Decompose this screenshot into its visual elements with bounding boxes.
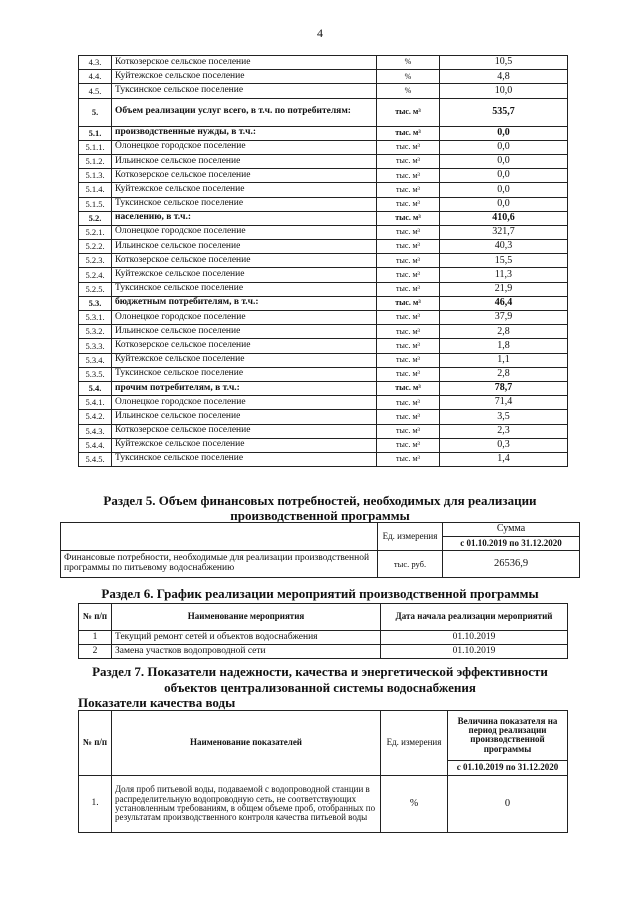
row-name: Ильинское сельское поселение — [112, 154, 377, 168]
row-name: прочим потребителям, в т.ч.: — [112, 381, 377, 395]
volume-table-row — [79, 254, 568, 268]
volume-table — [78, 55, 568, 467]
row-name: Куйтежское сельское поселение — [112, 70, 377, 84]
row-num: 5.2.1. — [79, 225, 112, 239]
qual-header-value: Величина показателя на период реализации производственной программы — [448, 711, 568, 761]
row-num: 5.3.1. — [79, 311, 112, 325]
volume-table-row — [79, 282, 568, 296]
row-unit: тыс. м³ — [377, 126, 440, 140]
row-value: 410,6 — [440, 211, 568, 225]
row-name: Олонецкое городское поселение — [112, 396, 377, 410]
row-value: 0,0 — [440, 126, 568, 140]
row-unit: тыс. м³ — [377, 183, 440, 197]
row-name: Коткозерское сельское поселение — [112, 424, 377, 438]
row-unit: тыс. м³ — [377, 438, 440, 452]
row-name: Олонецкое городское поселение — [112, 225, 377, 239]
section6-title: Раздел 6. График реализации мероприятий производственной программы — [101, 586, 539, 601]
row-value: 0,0 — [440, 169, 568, 183]
row-num: 5.1.2. — [79, 154, 112, 168]
row-unit: % — [377, 70, 440, 84]
sched-row-name: Замена участков водопроводной сети — [112, 645, 381, 659]
row-unit: тыс. м³ — [377, 396, 440, 410]
row-name: Ильинское сельское поселение — [112, 325, 377, 339]
row-unit: тыс. м³ — [377, 98, 440, 126]
volume-table-row — [79, 396, 568, 410]
volume-table-row — [79, 311, 568, 325]
row-unit: тыс. м³ — [377, 339, 440, 353]
row-name: Олонецкое городское поселение — [112, 311, 377, 325]
volume-table-row — [79, 424, 568, 438]
volume-table-row — [79, 438, 568, 452]
row-value: 1,4 — [440, 452, 568, 466]
row-unit: тыс. м³ — [377, 225, 440, 239]
sched-header-name: Наименование мероприятия — [112, 604, 381, 631]
row-unit: тыс. м³ — [377, 282, 440, 296]
row-num: 5.2.5. — [79, 282, 112, 296]
row-num: 5.3.3. — [79, 339, 112, 353]
row-value: 2,8 — [440, 367, 568, 381]
section5-title-line1: Раздел 5. Объем финансовых потребностей, необходимых для реализации — [103, 493, 537, 508]
row-value: 3,5 — [440, 410, 568, 424]
row-name: Куйтежское сельское поселение — [112, 438, 377, 452]
row-num: 5.2.4. — [79, 268, 112, 282]
row-value: 71,4 — [440, 396, 568, 410]
volume-table-row — [79, 183, 568, 197]
row-num: 5.4.1. — [79, 396, 112, 410]
row-num: 4.5. — [79, 84, 112, 98]
volume-table-row — [79, 70, 568, 84]
row-name: Туксинское сельское поселение — [112, 367, 377, 381]
row-num: 5.2.3. — [79, 254, 112, 268]
sched-row-date: 01.10.2019 — [381, 631, 568, 645]
section7-title-line1: Раздел 7. Показатели надежности, качества и энергетической эффективности — [92, 664, 548, 679]
row-value: 2,3 — [440, 424, 568, 438]
section7-subtitle: Показатели качества воды — [78, 695, 236, 710]
row-value: 40,3 — [440, 240, 568, 254]
row-num: 5.3. — [79, 296, 112, 310]
volume-table-row — [79, 84, 568, 98]
volume-table-row — [79, 381, 568, 395]
row-unit: тыс. м³ — [377, 169, 440, 183]
row-num: 4.3. — [79, 56, 112, 70]
row-unit: тыс. м³ — [377, 325, 440, 339]
fin-header-sum: Сумма — [443, 523, 580, 537]
row-unit: тыс. м³ — [377, 154, 440, 168]
sched-row-date: 01.10.2019 — [381, 645, 568, 659]
volume-table-row — [79, 268, 568, 282]
page-number: 4 — [317, 26, 323, 40]
row-num: 5.4.2. — [79, 410, 112, 424]
fin-header-unit: Ед. измерения — [378, 523, 443, 551]
volume-table-row — [79, 452, 568, 466]
row-num: 5. — [79, 98, 112, 126]
row-value: 11,3 — [440, 268, 568, 282]
row-unit: тыс. м³ — [377, 296, 440, 310]
fin-row-unit: тыс. руб. — [378, 551, 443, 578]
row-unit: тыс. м³ — [377, 424, 440, 438]
row-name: производственные нужды, в т.ч.: — [112, 126, 377, 140]
volume-table-row — [79, 296, 568, 310]
volume-table-row — [79, 410, 568, 424]
row-name: Коткозерское сельское поселение — [112, 169, 377, 183]
row-name: Туксинское сельское поселение — [112, 197, 377, 211]
volume-table-row — [79, 169, 568, 183]
row-value: 1,8 — [440, 339, 568, 353]
row-value: 4,8 — [440, 70, 568, 84]
row-unit: тыс. м³ — [377, 353, 440, 367]
row-num: 5.1.5. — [79, 197, 112, 211]
row-value: 21,9 — [440, 282, 568, 296]
row-num: 4.4. — [79, 70, 112, 84]
row-num: 5.4.3. — [79, 424, 112, 438]
row-num: 5.3.4. — [79, 353, 112, 367]
row-unit: тыс. м³ — [377, 311, 440, 325]
row-name: Туксинское сельское поселение — [112, 84, 377, 98]
qual-header-num: № п/п — [79, 711, 112, 776]
row-name: Куйтежское сельское поселение — [112, 353, 377, 367]
row-value: 321,7 — [440, 225, 568, 239]
row-num: 5.2.2. — [79, 240, 112, 254]
volume-table-row — [79, 367, 568, 381]
row-value: 10,5 — [440, 56, 568, 70]
row-unit: тыс. м³ — [377, 381, 440, 395]
row-name: бюджетным потребителям, в т.ч.: — [112, 296, 377, 310]
row-value: 10,0 — [440, 84, 568, 98]
financial-table — [60, 522, 580, 578]
row-value: 0,0 — [440, 183, 568, 197]
row-value: 0,3 — [440, 438, 568, 452]
row-unit: тыс. м³ — [377, 367, 440, 381]
qual-header-name: Наименование показателей — [112, 711, 381, 776]
qual-row-num: 1. — [79, 776, 112, 833]
sched-header-num: № п/п — [79, 604, 112, 631]
row-name: Коткозерское сельское поселение — [112, 254, 377, 268]
row-name: Коткозерское сельское поселение — [112, 56, 377, 70]
row-value: 37,9 — [440, 311, 568, 325]
sched-row-name: Текущий ремонт сетей и объектов водоснабжения — [112, 631, 381, 645]
row-name: Туксинское сельское поселение — [112, 282, 377, 296]
row-name: населению, в т.ч.: — [112, 211, 377, 225]
row-num: 5.1.4. — [79, 183, 112, 197]
volume-table-row — [79, 98, 568, 126]
row-num: 5.4.5. — [79, 452, 112, 466]
schedule-table — [78, 603, 568, 659]
sched-row-num: 2 — [79, 645, 112, 659]
volume-table-row — [79, 325, 568, 339]
row-name: Коткозерское сельское поселение — [112, 339, 377, 353]
row-name: Олонецкое городское поселение — [112, 140, 377, 154]
row-unit: % — [377, 56, 440, 70]
row-unit: тыс. м³ — [377, 268, 440, 282]
sched-row-num: 1 — [79, 631, 112, 645]
row-value: 78,7 — [440, 381, 568, 395]
sched-header-date: Дата начала реализации мероприятий — [381, 604, 568, 631]
volume-table-row — [79, 154, 568, 168]
row-num: 5.3.5. — [79, 367, 112, 381]
fin-header-period: с 01.10.2019 по 31.12.2020 — [443, 537, 580, 551]
row-num: 5.3.2. — [79, 325, 112, 339]
row-name: Объем реализации услуг всего, в т.ч. по потребителям: — [112, 98, 377, 126]
qual-row-value: 0 — [448, 776, 568, 833]
section7-title-line2: объектов централизованной системы водоснабжения — [164, 680, 476, 695]
row-name: Куйтежское сельское поселение — [112, 268, 377, 282]
row-value: 535,7 — [440, 98, 568, 126]
row-name: Ильинское сельское поселение — [112, 240, 377, 254]
row-num: 5.1.3. — [79, 169, 112, 183]
volume-table-row — [79, 225, 568, 239]
volume-table-row — [79, 211, 568, 225]
row-num: 5.1.1. — [79, 140, 112, 154]
qual-header-unit: Ед. измерения — [381, 711, 448, 776]
volume-table-row — [79, 353, 568, 367]
row-unit: тыс. м³ — [377, 140, 440, 154]
row-unit: тыс. м³ — [377, 197, 440, 211]
row-num: 5.4. — [79, 381, 112, 395]
row-value: 0,0 — [440, 140, 568, 154]
volume-table-row — [79, 140, 568, 154]
row-num: 5.4.4. — [79, 438, 112, 452]
volume-table-row — [79, 339, 568, 353]
section5-title-line2: производственной программы — [230, 508, 410, 523]
row-value: 46,4 — [440, 296, 568, 310]
row-name: Ильинское сельское поселение — [112, 410, 377, 424]
row-name: Туксинское сельское поселение — [112, 452, 377, 466]
quality-table — [78, 710, 568, 833]
row-unit: тыс. м³ — [377, 410, 440, 424]
qual-header-period: с 01.10.2019 по 31.12.2020 — [448, 760, 568, 775]
volume-table-row — [79, 126, 568, 140]
row-unit: тыс. м³ — [377, 254, 440, 268]
row-num: 5.1. — [79, 126, 112, 140]
row-unit: тыс. м³ — [377, 240, 440, 254]
volume-table-row — [79, 197, 568, 211]
row-num: 5.2. — [79, 211, 112, 225]
row-value: 1,1 — [440, 353, 568, 367]
row-value: 0,0 — [440, 154, 568, 168]
fin-row-name: Финансовые потребности, необходимые для реализации производственной программы по питьевому водоснабжению — [61, 551, 378, 578]
qual-row-unit: % — [381, 776, 448, 833]
row-value: 15,5 — [440, 254, 568, 268]
fin-header-empty — [61, 523, 378, 551]
row-unit: тыс. м³ — [377, 211, 440, 225]
volume-table-row — [79, 56, 568, 70]
fin-row-value: 26536,9 — [443, 551, 580, 578]
row-unit: % — [377, 84, 440, 98]
qual-row-name: Доля проб питьевой воды, подаваемой с водопроводной станции в распределительную водопроводную сеть, не соответствующих установленным требованиям, в общем объеме проб, отобранных по результатам производственного контроля качества питьевой воды — [112, 776, 381, 833]
volume-table-row — [79, 240, 568, 254]
row-name: Куйтежское сельское поселение — [112, 183, 377, 197]
row-unit: тыс. м³ — [377, 452, 440, 466]
row-value: 2,8 — [440, 325, 568, 339]
row-value: 0,0 — [440, 197, 568, 211]
